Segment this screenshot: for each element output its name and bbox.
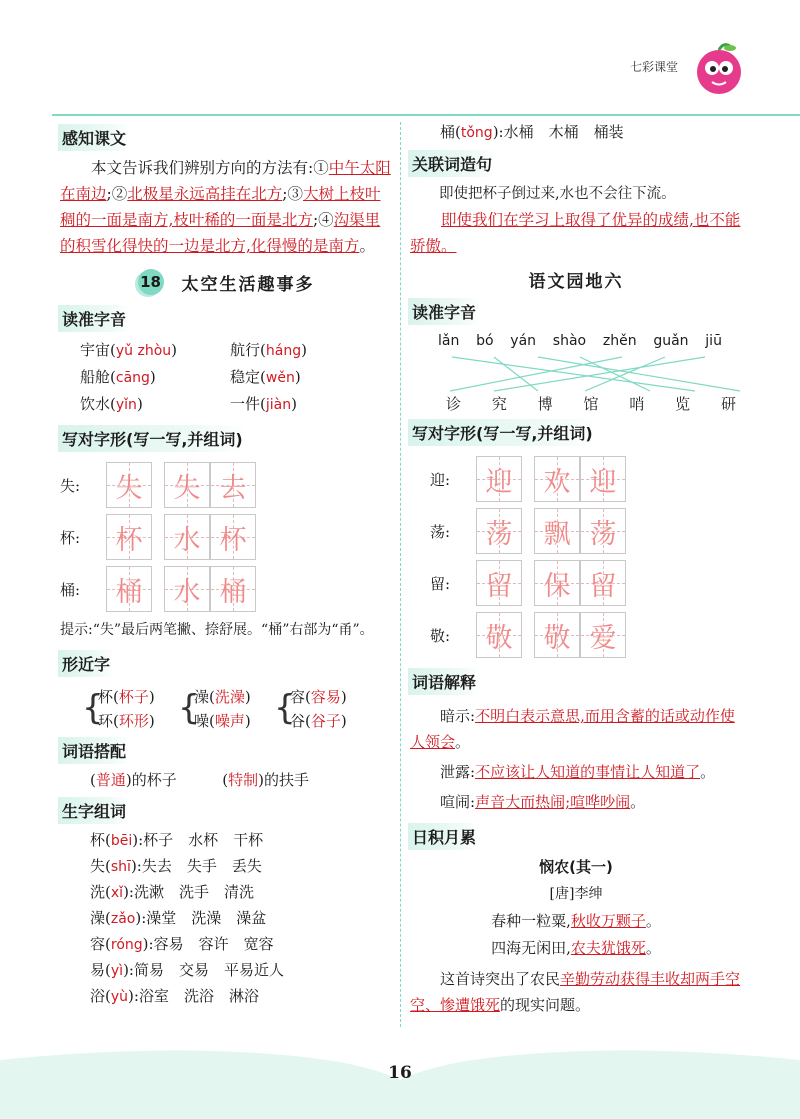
list-item: 桶(tǒng):水桶 木桶 桶装 [440,123,624,141]
right-column [410,120,742,1022]
list-item: 容(róng):容易 容许 宽容 [90,935,274,953]
section-title-glc: 关联词造句 [408,150,496,177]
lesson-title: 太空生活趣事多 [181,274,315,295]
hanzi-row: 诊 究 博 馆 哨 览 研 [446,395,736,413]
writing-tip: 提示:“失”最后两笔撇、捺舒展。“桶”右部为“甬”。 [60,622,374,638]
section-title-cydp: 词语搭配 [58,737,130,764]
tianzige-cell: 迎 [580,456,626,502]
section-title-jjly: 日积月累 [408,823,480,850]
writing-label: 桶: [60,580,81,599]
tianzige-cell: 失 [164,462,210,508]
tianzige-cell: 爱 [580,612,626,658]
writing-row [430,560,742,606]
brand-label: 七彩课堂 [630,60,679,74]
writing-label: 留: [430,574,451,593]
tianzige-cell: 欢 [534,456,580,502]
poem-author: [唐]李绅 [549,886,603,902]
writing-row [60,514,392,560]
tianzige-cell: 飘 [534,508,580,554]
tianzige-cell: 杯 [106,514,152,560]
similar-chars-grid [90,685,392,733]
column-divider [400,122,401,1027]
text-span: ;④ [312,211,334,229]
pron-item: 船舱(cāng) [80,368,156,386]
left-column [60,120,392,1010]
tianzige-cell: 去 [210,462,256,508]
lesson-number: 18 [138,269,164,295]
lesson-heading [60,269,392,295]
writing-label: 迎: [430,470,451,489]
section-title-cyjs: 词语解释 [408,668,480,695]
example-sentence: 即使把杯子倒过来,水也不会往下流。 [439,186,676,202]
writing-row [430,508,742,554]
pron-item: 宇宙(yǔ zhòu) [80,341,178,359]
answer-span: 中午太阳在南边 [60,159,391,203]
tianzige-cell: 敬 [476,612,522,658]
writing-label: 失: [60,476,81,495]
tianzige-cell: 荡 [476,508,522,554]
list-item: 易(yì):简易 交易 平易近人 [90,961,284,979]
apple-mascot-icon [690,40,748,98]
section-title-xjz: 形近字 [58,650,114,677]
list-item: 杯(bēi):杯子 水杯 干杯 [90,831,264,849]
section-title-szzc: 生字组词 [58,797,130,824]
poem-title: 悯农(其一) [539,858,613,876]
summary-paragraph [60,155,392,259]
tianzige-cell: 水 [164,566,210,612]
pron-item: 一件(jiàn) [230,395,297,413]
tianzige-cell: 杯 [210,514,256,560]
writing-row [60,566,392,612]
list-item: 洗(xǐ):洗漱 洗手 清洗 [90,883,254,901]
writing-row [430,456,742,502]
poem-line: 四海无闲田,农夫犹饿死。 [491,939,661,957]
pinyin-row: lǎn bó yán shào zhěn guǎn jiū [438,333,722,349]
pronunciation-grid [80,338,392,417]
pron-item: 航行(háng) [230,341,307,359]
section-title-xdzx: 写对字形(写一写,并组词) [58,425,247,452]
tianzige-cell: 保 [534,560,580,606]
text-span: ;③ [282,185,303,203]
tianzige-cell: 桶 [106,566,152,612]
tianzige-cell: 留 [476,560,522,606]
section-title-xdzx2: 写对字形(写一写,并组词) [408,419,597,446]
matching-lines [410,355,742,395]
definition-item: 泄露:不应该让人知道的事情让人知道了。 [440,763,716,781]
tianzige-cell: 敬 [534,612,580,658]
answer-span: 沟渠里的积雪化得快的一边是北方,化得慢的是南方 [60,211,381,255]
header-divider [52,114,800,116]
collocation-line: (普通)的杯子 (特制)的扶手 [90,771,310,789]
pinyin-matching [410,333,742,415]
text-span: 。 [359,237,375,255]
tianzige-cell: 水 [164,514,210,560]
similar-char-group: { 容(容易) 谷(谷子) [282,685,378,733]
similar-char-group: { 澡(洗澡) 噪(噪声) [186,685,282,733]
writing-row [430,612,742,658]
text-span: ;② [106,185,128,203]
pron-item: 饮水(yǐn) [80,395,143,413]
section-title-dzy: 读准字音 [58,305,130,332]
list-item: 浴(yù):浴室 洗浴 淋浴 [90,987,259,1005]
definition-item: 喧闹:声音大而热闹;喧哗吵闹。 [440,793,646,811]
section-title-gzkw: 感知课文 [58,124,130,151]
list-item: 失(shī):失去 失手 丢失 [90,857,262,875]
poem-note: 这首诗突出了农民辛勤劳动获得丰收却两手空空、惨遭饿死的现实问题。 [410,970,741,1014]
list-item: 澡(zǎo):澡堂 洗澡 澡盆 [90,909,267,927]
tianzige-cell: 失 [106,462,152,508]
answer-span: 大树上枝叶稠的一面是南方,枝叶稀的一面是北方 [60,185,381,229]
poem [410,854,742,962]
similar-char-group: { 杯(杯子) 环(环形) [90,685,186,733]
tianzige-cell: 荡 [580,508,626,554]
garden-title: 语文园地六 [528,272,624,292]
writing-label: 荡: [430,522,451,541]
answer-span: 北极星永远高挂在北方 [127,185,283,203]
tianzige-cell: 桶 [210,566,256,612]
word-group-list [90,828,392,1010]
text-span: 本文告诉我们辨别方向的方法有:① [91,159,329,177]
writing-row [60,462,392,508]
definition-item: 暗示:不明白表示意思,而用含蓄的话或动作使人领会。 [410,707,735,751]
poem-line: 春种一粒粟,秋收万颗子。 [491,912,661,930]
answer-sentence: 即使我们在学习上取得了优异的成绩,也不能骄傲。 [410,211,741,255]
pron-item: 稳定(wěn) [230,368,301,386]
tianzige-cell: 迎 [476,456,522,502]
writing-label: 敬: [430,626,451,645]
writing-label: 杯: [60,528,81,547]
page-number: 16 [388,1063,412,1083]
tianzige-cell: 留 [580,560,626,606]
section-title-dzy2: 读准字音 [408,298,480,325]
